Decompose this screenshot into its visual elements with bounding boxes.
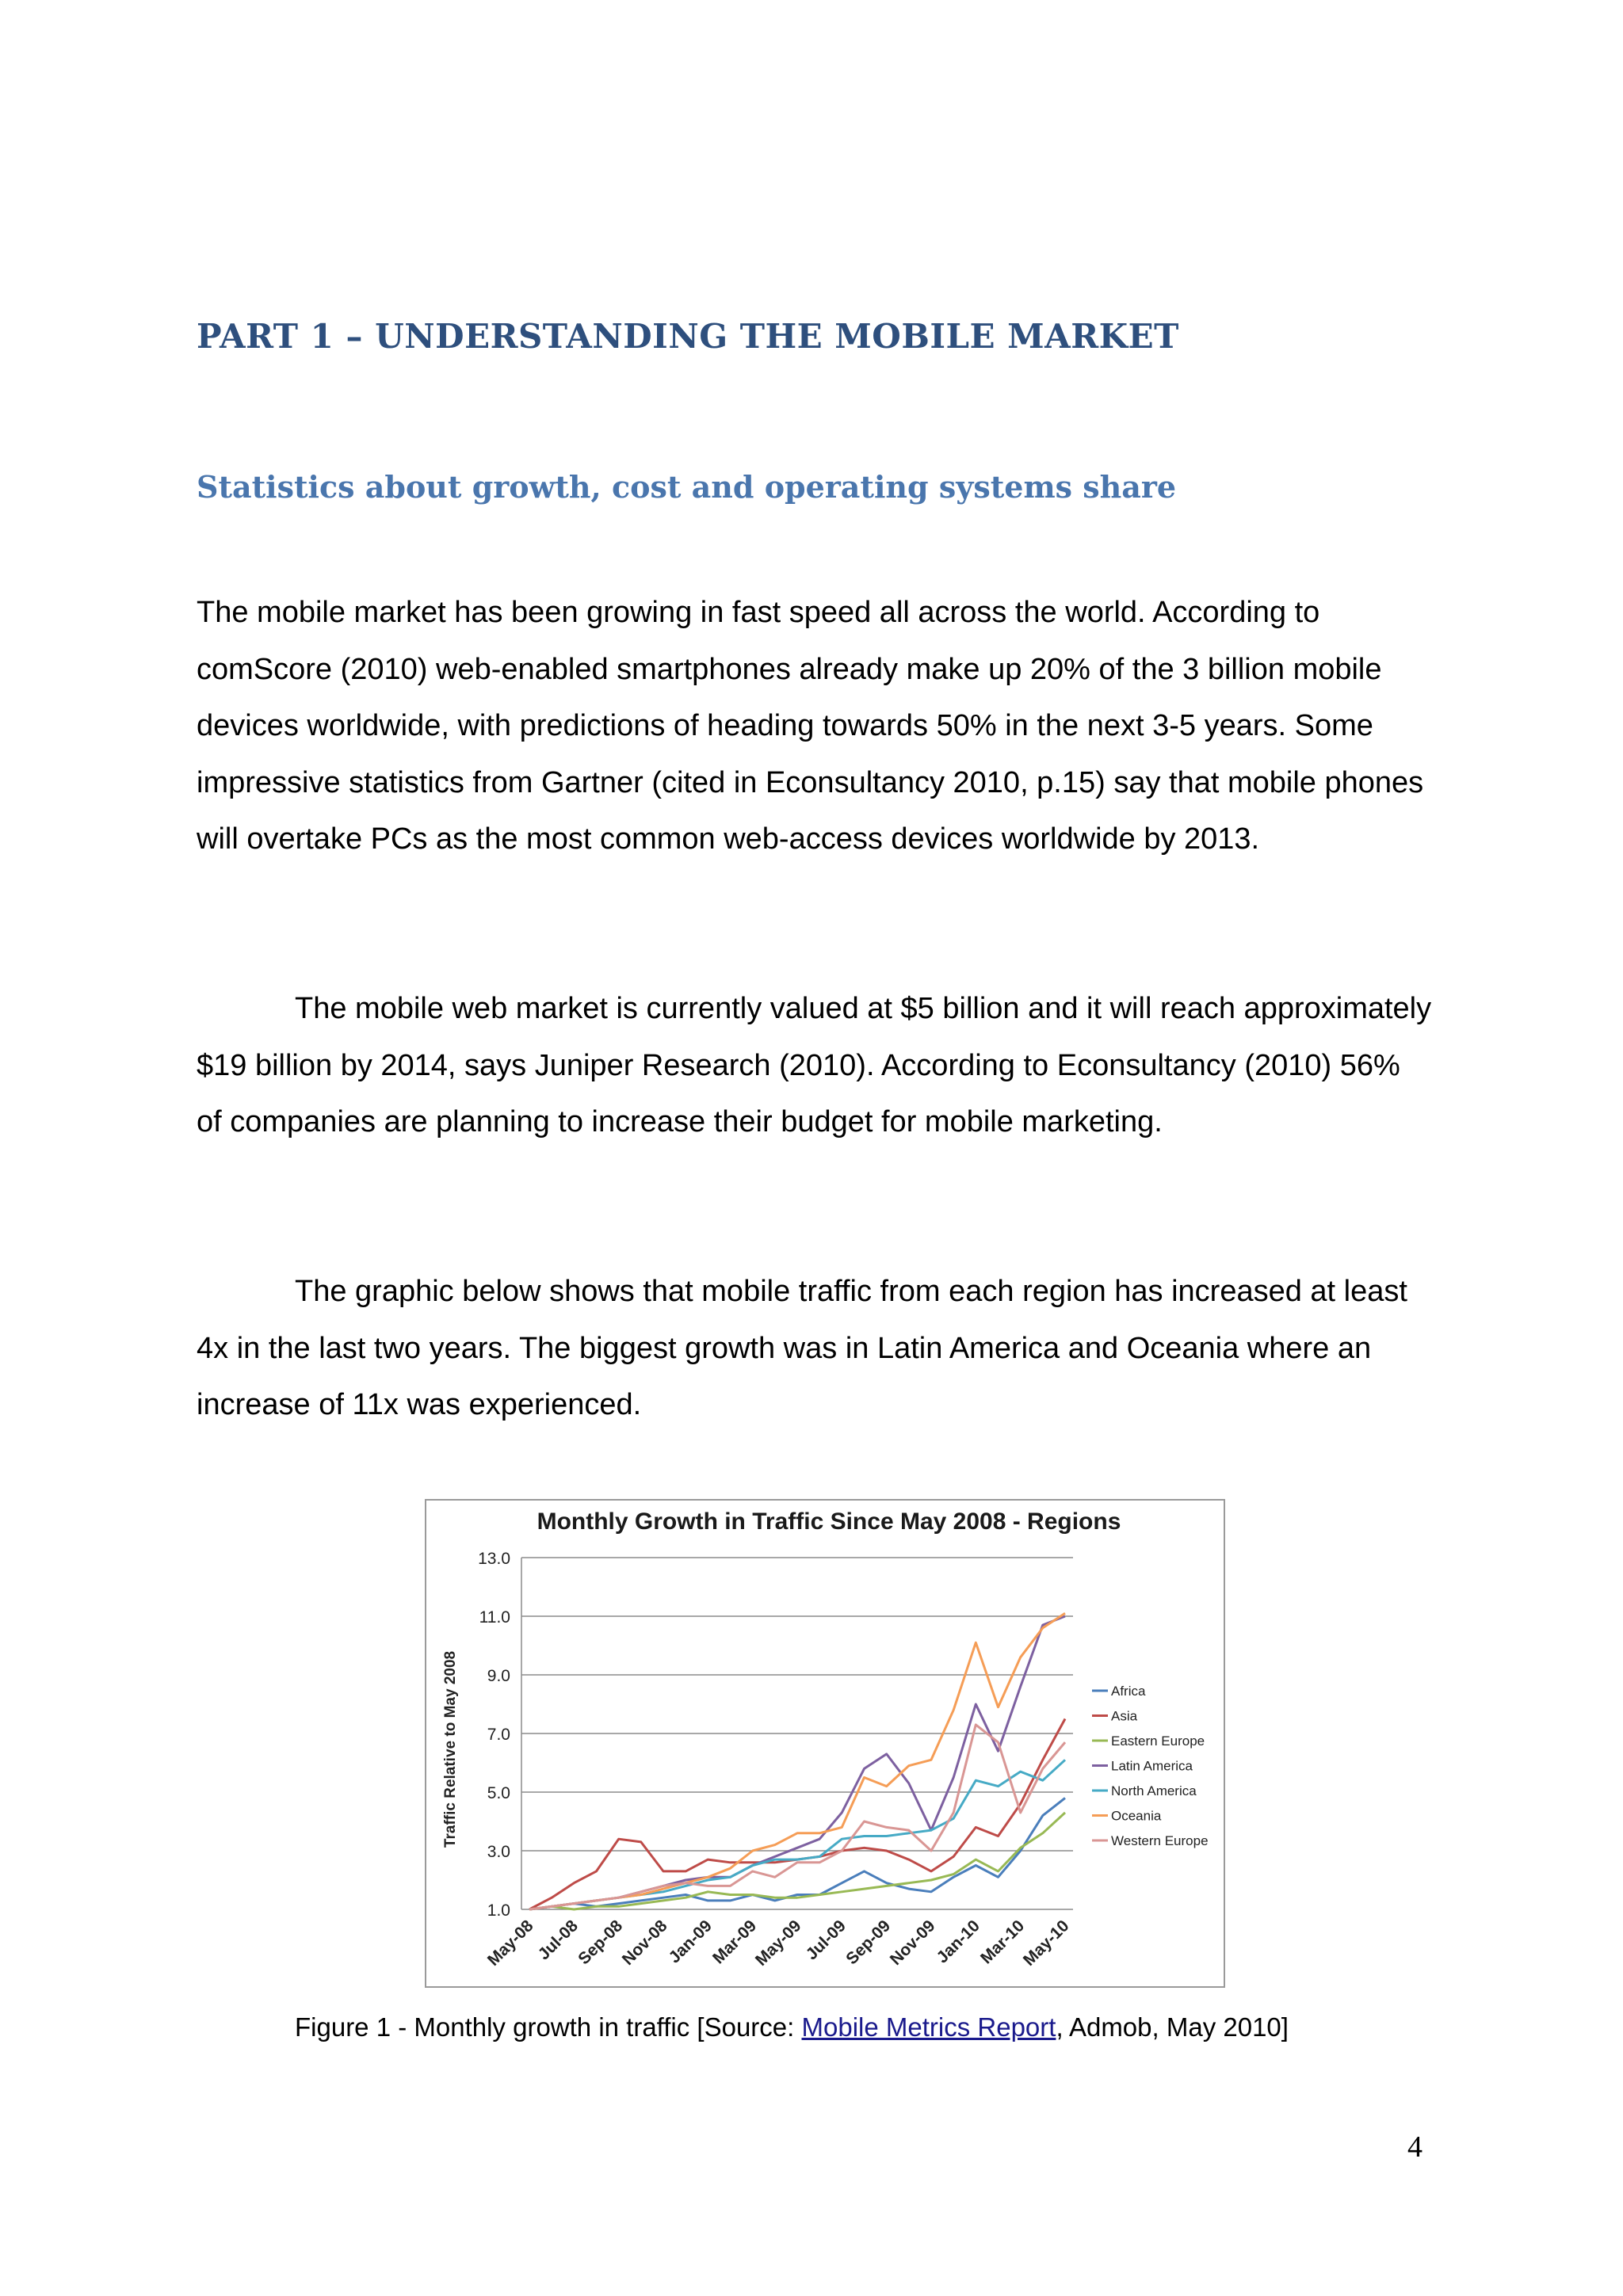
paragraph-mobile-web-value: The mobile web market is currently valued at $5 billion and it will reach approximately $19 billion by 2014, says Juniper Research (2010). According to Econsultancy (2010) 56% of companies are planning to increase their budget for mobile marketing.	[197, 992, 1432, 1138]
x-tick-label: Jan-10	[933, 1917, 983, 1967]
x-tick-label: Mar-10	[977, 1917, 1029, 1968]
x-tick-label: Nov-08	[618, 1917, 671, 1970]
legend-entry: Oceania	[1111, 1808, 1162, 1824]
x-tick-label: Mar-09	[709, 1917, 761, 1968]
y-axis-label: Traffic Relative to May 2008	[442, 1650, 459, 1848]
x-tick-label: May-10	[1019, 1917, 1073, 1970]
x-tick-label: Sep-08	[575, 1917, 627, 1969]
source-link[interactable]: Mobile Metrics Report	[801, 2012, 1056, 2042]
series-line-western-europe	[529, 1725, 1065, 1909]
x-tick-label: May-09	[751, 1917, 805, 1970]
page-heading: PART 1 – UNDERSTANDING THE MOBILE MARKET	[197, 317, 1179, 356]
legend-entry: Eastern Europe	[1111, 1733, 1205, 1749]
legend-entry: North America	[1111, 1783, 1197, 1798]
paragraph-mobile-market-growth: The mobile market has been growing in fast speed all across the world. According to comScore (2010) web-enabled smartphones already make up 20% of the 3 billion mobile devices worldwide, with predictions of heading towards 50% in the next 3-5 years. Some impressive statistics from Gartner (cited in Econsultancy 2010, p.15) say that mobile phones will overtake PCs as the most common web-access devices worldwide by 2013.	[197, 596, 1424, 856]
legend-entry: Africa	[1111, 1684, 1146, 1699]
caption-suffix: , Admob, May 2010]	[1056, 2012, 1289, 2042]
series-line-north-america	[529, 1760, 1065, 1909]
y-tick-label: 13.0	[478, 1550, 510, 1568]
caption-prefix: Figure 1 - Monthly growth in traffic [Source:	[295, 2012, 802, 2042]
y-tick-label: 7.0	[487, 1726, 510, 1744]
y-tick-label: 11.0	[479, 1608, 510, 1627]
x-tick-label: Jul-09	[802, 1917, 850, 1964]
legend-entry: Asia	[1111, 1708, 1138, 1724]
chart-title: Monthly Growth in Traffic Since May 2008 - Regions	[537, 1508, 1121, 1535]
x-tick-label: Sep-09	[842, 1917, 895, 1969]
section-subheading: Statistics about growth, cost and operating systems share	[197, 469, 1177, 505]
series-line-asia	[529, 1719, 1065, 1910]
legend-entry: Latin America	[1111, 1758, 1193, 1774]
y-tick-label: 1.0	[487, 1901, 510, 1920]
x-tick-label: Jan-09	[665, 1917, 716, 1967]
y-tick-label: 3.0	[487, 1843, 510, 1861]
chart-canvas	[426, 1501, 1224, 1986]
paragraph-traffic-growth: The graphic below shows that mobile traffic from each region has increased at least 4x in the last two years. The biggest growth was in Latin America and Oceania where an increase of 11x was experienced.	[197, 1275, 1407, 1421]
x-tick-label: Jul-08	[534, 1917, 582, 1964]
y-tick-label: 5.0	[487, 1784, 510, 1802]
x-tick-label: Nov-09	[886, 1917, 939, 1970]
y-tick-label: 9.0	[487, 1667, 510, 1685]
page-number: 4	[1407, 2130, 1423, 2164]
figure-caption	[295, 2012, 1289, 2042]
legend-entry: Western Europe	[1111, 1833, 1209, 1848]
traffic-growth-chart	[425, 1499, 1225, 1988]
x-tick-label: May-08	[483, 1917, 537, 1970]
